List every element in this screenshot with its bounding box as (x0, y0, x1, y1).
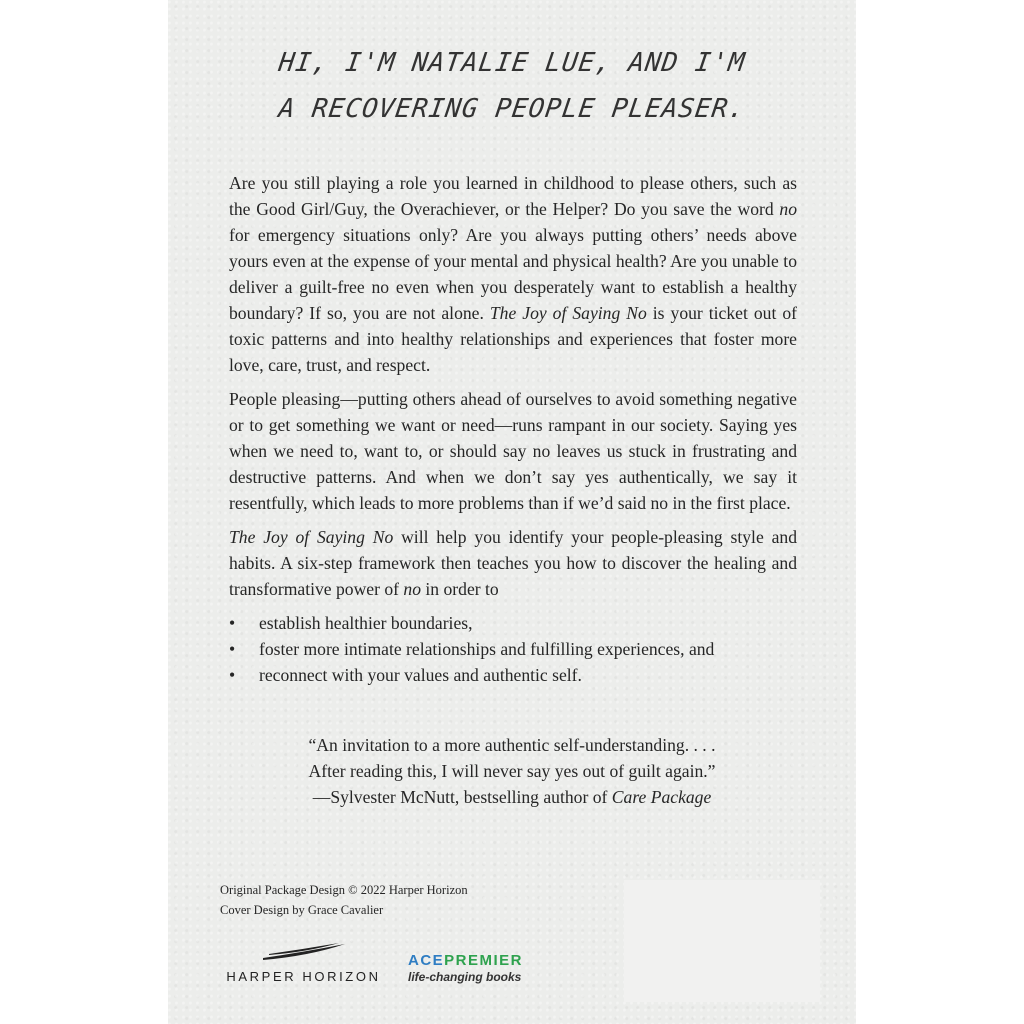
blurb-body (229, 170, 797, 688)
attribution-book: Care Package (611, 787, 712, 807)
publisher-logo (216, 942, 391, 984)
barcode-placeholder (624, 880, 820, 1002)
p3-emphasis-no: no (403, 579, 422, 599)
quote-line-2: After reading this, I will never say yes out of guilt again.” (308, 761, 716, 781)
handwritten-heading-line-1: HI, I'M NATALIE LUE, AND I'M (276, 48, 748, 78)
p1-text-e: is your ticket out of toxic patterns and into healthy relationships and experiences that foster more love, care, trust, and respect. (229, 303, 797, 375)
list-item-text: reconnect with your values and authentic self. (259, 665, 582, 685)
seller-tagline: life-changing books (408, 970, 522, 984)
endorsement-quote (168, 732, 856, 810)
p1-book-title: The Joy of Saying No (489, 303, 647, 323)
paragraph-3 (229, 524, 797, 602)
list-item (229, 610, 797, 636)
publisher-name: HARPER HORIZON (226, 969, 381, 984)
paragraph-1 (229, 170, 797, 378)
bullet-icon: • (229, 613, 236, 633)
p1-text-a: Are you still playing a role you learned in childhood to please others, such as the Good Girl/Guy, the Overachiever, or the Helper? Do you save the word (229, 173, 797, 219)
seller-name (408, 952, 523, 969)
p1-emphasis-no: no (779, 199, 797, 219)
p3-text-d: in order to (421, 579, 499, 599)
swoosh-icon (259, 942, 349, 962)
quote-attribution (168, 784, 856, 810)
paragraph-2: People pleasing—putting others ahead of ourselves to avoid something negative or to get something we want or need—runs rampant in our society. Saying yes when we need to, want to, or should say no leaves us stuck in frustrating and destructive patterns. And when we don’t say yes authentically, we say it resentfully, which leads to more problems than if we’d said no in the first place. (229, 389, 797, 513)
quote-line-1: “An invitation to a more authentic self-understanding. . . . (308, 735, 716, 755)
design-credits (220, 880, 468, 920)
seller-name-part-1: ACE (408, 952, 445, 969)
list-item-text: establish healthier boundaries, (259, 613, 473, 633)
p3-book-title: The Joy of Saying No (229, 527, 394, 547)
attribution-text: —Sylvester McNutt, bestselling author of (312, 787, 612, 807)
seller-name-part-2: PREMIER (444, 952, 524, 969)
bullet-icon: • (229, 639, 236, 659)
handwritten-heading-line-2: A RECOVERING PEOPLE PLEASER. (276, 94, 748, 124)
list-item (229, 662, 797, 688)
credit-line-2: Cover Design by Grace Cavalier (220, 903, 384, 917)
p1-text-c: for emergency situations only? Are you always putting others’ needs above yours even at the expense of your mental and physical health? Are you unable to deliver a guilt-free no even when you desperately want to establish a healthy boundary? If so, you are not alone. (229, 225, 797, 323)
bullet-icon: • (229, 665, 236, 685)
list-item-text: foster more intimate relationships and fulfilling experiences, and (259, 639, 715, 659)
p3-text-b: will help you identify your people-pleasing style and habits. A six-step framework then teaches you how to discover the healing and transformative power of (229, 527, 797, 599)
credit-line-1: Original Package Design © 2022 Harper Horizon (220, 883, 468, 897)
benefits-list (229, 610, 797, 688)
list-item (229, 636, 797, 662)
seller-logo (408, 952, 523, 984)
back-cover (168, 0, 856, 1024)
